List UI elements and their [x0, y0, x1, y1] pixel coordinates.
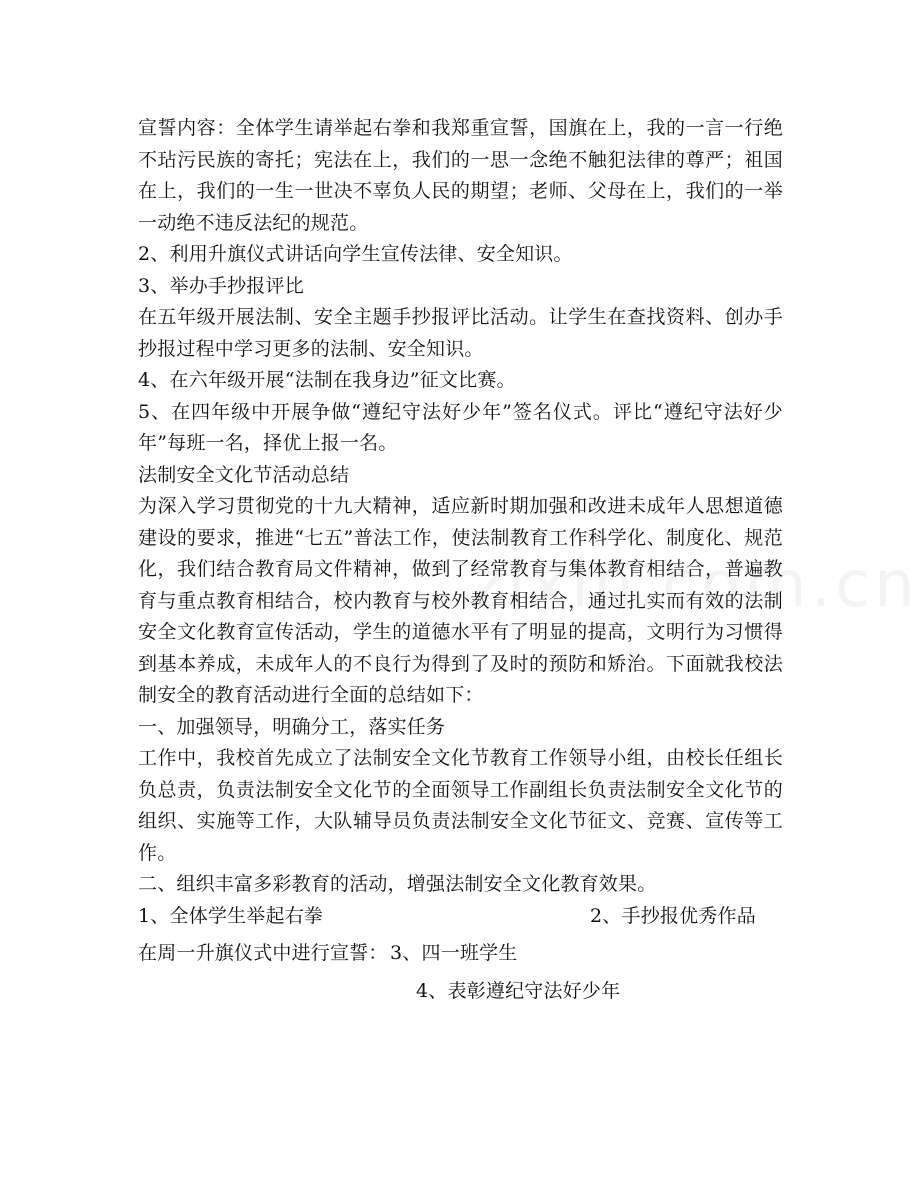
summary-title: 法制安全文化节活动总结 — [138, 463, 350, 486]
document-body — [138, 113, 783, 1007]
caption-4: 4、表彰遵纪守法好少年 — [416, 979, 621, 1002]
item-5: 5、在四年级中开展争做“遵纪守法好少年”签名仪式。评比“遵纪守法好少年”每班一名，择优上报一名。 — [138, 400, 783, 454]
item-4: 4、在六年级开展“法制在我身边”征文比赛。 — [138, 369, 516, 391]
caption-row-2 — [138, 938, 783, 970]
item-3-heading: 3、举办手抄报评比 — [138, 274, 304, 297]
item-3-body: 在五年级开展法制、安全主题手抄报评比活动。让学生在查找资料、创办手抄报过程中学习更多的法制、安全知识。 — [138, 306, 783, 360]
caption-3a: 在周一升旗仪式中进行宣誓： — [138, 942, 388, 964]
section-1-heading: 一、加强领导，明确分工，落实任务 — [138, 715, 446, 738]
summary-intro: 为深入学习贯彻党的十九大精神，适应新时期加强和改进未成年人思想道德建设的要求，推进“七五”普法工作，使法制教育工作科学化、制度化、规范化，我们结合教育局文件精神，做到了经常教育与集体教育相结合，普遍教育与重点教育相结合，校内教育与校外教育相结合，通过扎实而有效的法制安全文化教育宣传活动，学生的道德水平有了明显的提高，文明行为习惯得到基本养成，未成年人的不良行为得到了及时的预防和矫治。下面就我校法制安全的教育活动进行全面的总结如下： — [138, 495, 783, 706]
section-1-body: 工作中，我校首先成立了法制安全文化节教育工作领导小组，由校长任组长负总责，负责法制安全文化节的全面领导工作副组长负责法制安全文化节的组织、实施等工作，大队辅导员负责法制安全文化节征文、竞赛、宣传等工作。 — [138, 747, 783, 864]
caption-row-3 — [138, 976, 783, 1008]
caption-3b: 3、四一班学生 — [390, 942, 518, 964]
oath-paragraph: 宣誓内容：全体学生请举起右拳和我郑重宣誓，国旗在上，我的一言一行绝不玷污民族的寄托；宪法在上，我们的一思一念绝不触犯法律的尊严；祖国在上，我们的一生一世决不辜负人民的期望；老师、父母在上，我们的一举一动绝不违反法纪的规范。 — [138, 117, 783, 234]
section-2-heading: 二、组织丰富多彩教育的活动，增强法制安全文化教育效果。 — [138, 873, 657, 895]
caption-2: 2、手抄报优秀作品 — [590, 904, 756, 927]
caption-1: 1、全体学生举起右拳 — [138, 904, 324, 927]
item-2: 2、利用升旗仪式讲话向学生宣传法律、安全知识。 — [138, 243, 573, 265]
caption-row-1 — [138, 901, 783, 933]
